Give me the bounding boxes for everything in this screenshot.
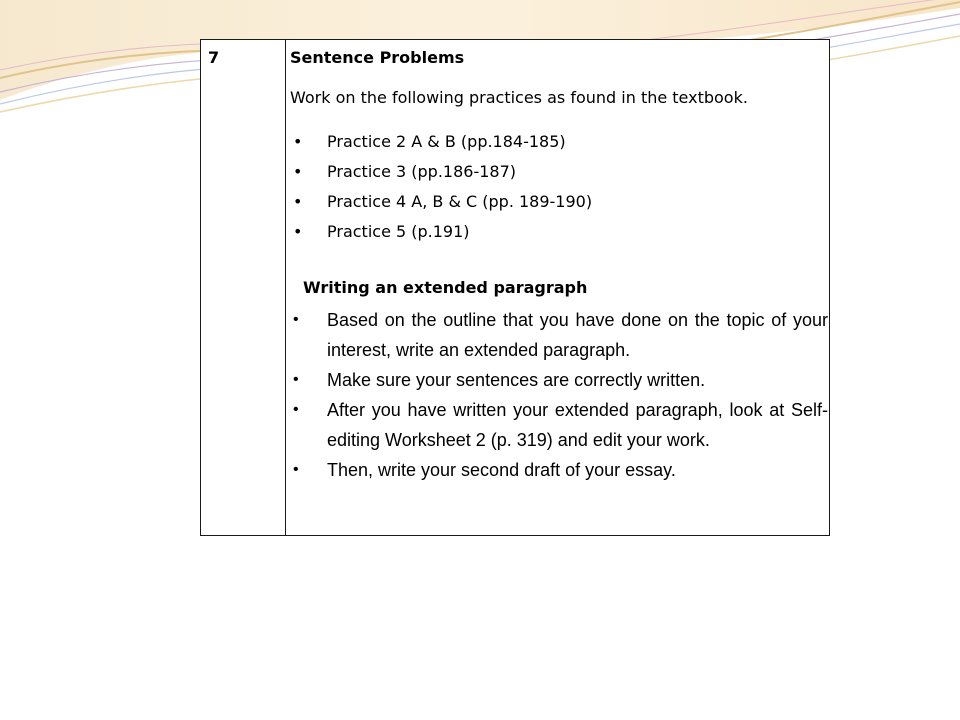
subsection-title: Writing an extended paragraph	[303, 278, 588, 297]
bullet-icon: •	[293, 192, 303, 211]
list-item	[290, 192, 820, 222]
row-number: 7	[208, 48, 220, 67]
list-item	[290, 305, 828, 365]
bullet-icon: •	[293, 311, 299, 328]
practice-label: Practice 4 A, B & C (pp. 189-190)	[327, 192, 593, 211]
bullet-icon: •	[293, 401, 299, 418]
bullet-icon: •	[293, 222, 303, 241]
task-text: Make sure your sentences are correctly written.	[327, 370, 706, 390]
bullet-icon: •	[293, 132, 303, 151]
task-text: After you have written your extended paragraph, look at Self-editing Worksheet 2 (p. 319) and edit your work.	[327, 400, 828, 450]
column-divider	[285, 40, 286, 535]
list-item	[290, 132, 820, 162]
practice-label: Practice 2 A & B (pp.184-185)	[327, 132, 566, 151]
list-item	[290, 222, 820, 252]
list-item	[290, 455, 828, 485]
bullet-icon: •	[293, 162, 303, 181]
practice-label: Practice 5 (p.191)	[327, 222, 470, 241]
practice-label: Practice 3 (pp.186-187)	[327, 162, 516, 181]
list-item	[290, 162, 820, 192]
list-item	[290, 395, 828, 455]
task-text: Then, write your second draft of your essay.	[327, 460, 676, 480]
practice-list	[290, 132, 820, 252]
task-text: Based on the outline that you have done on the topic of your interest, write an extended paragraph.	[327, 310, 828, 360]
list-item	[290, 365, 828, 395]
intro-text: Work on the following practices as found in the textbook.	[290, 88, 748, 107]
bullet-icon: •	[293, 461, 299, 478]
section-title: Sentence Problems	[290, 48, 465, 67]
task-list	[290, 305, 828, 485]
content-table	[200, 39, 830, 536]
bullet-icon: •	[293, 371, 299, 388]
